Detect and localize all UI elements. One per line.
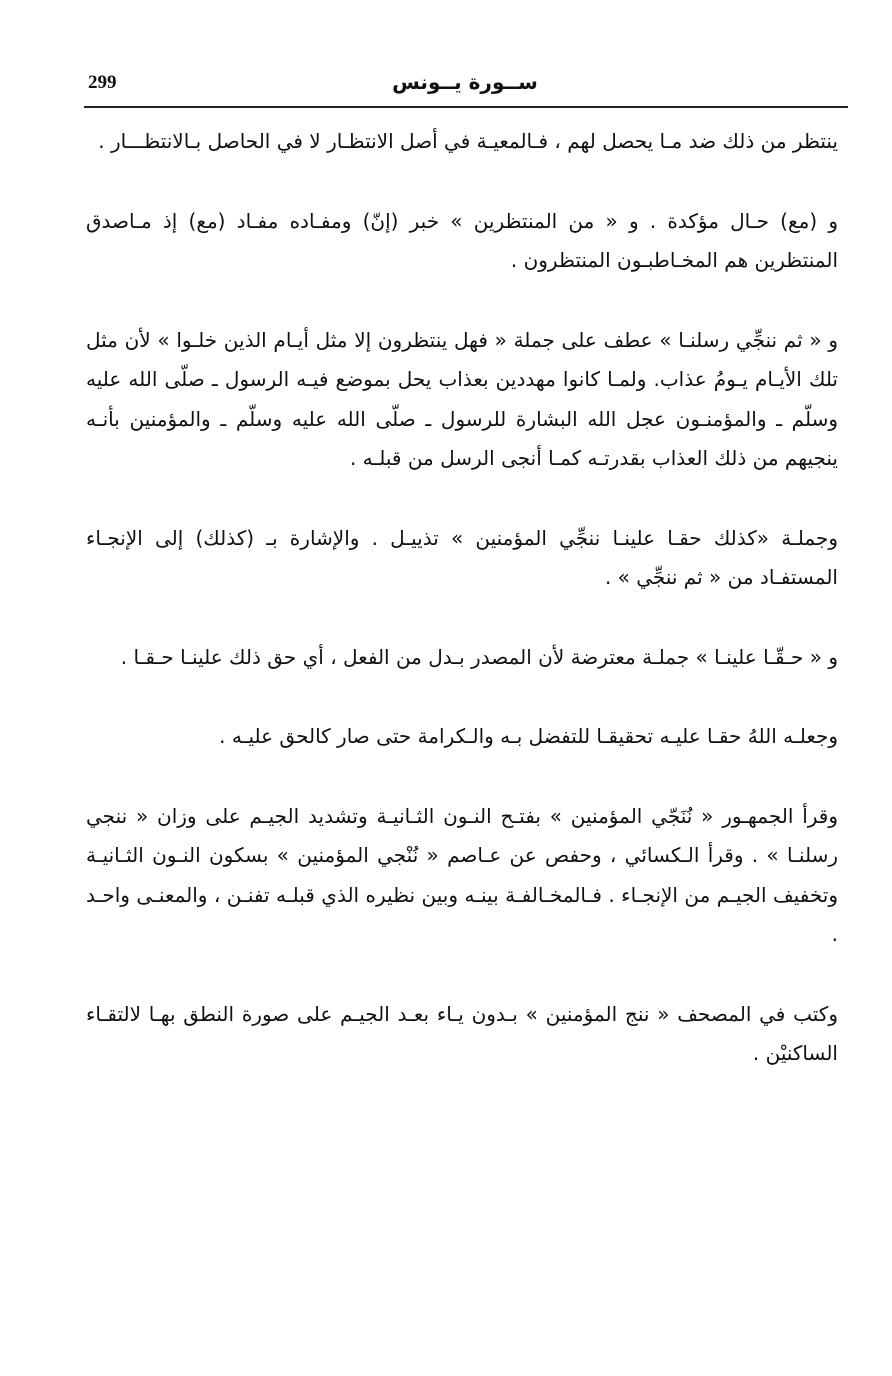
paragraph-6: وجعلـه اللهُ حقـا عليـه تحقيقـا للتفضل بـه والـكرامة حتى صار كالحق عليـه . [219,724,838,748]
page-header [84,64,846,108]
paragraph-5: و « حـقّـا علينـا » جملـة معترضة لأن المصدر بـدل من الفعل ، أي حق ذلك علينـا حـقـا . [120,644,838,669]
paragraph-4: وجملـة «كذلك حقـا علينـا ننجِّي المؤمنين » تذييـل . والإشارة بـ (كذلك) إلى الإنجـاء المستفـاد من « ثم ننجِّي » . [86,525,838,589]
paragraph-8: وكتب في المصحف « ننج المؤمنين » بـدون يـاء بعـد الجيـم على صورة النطق بهـا لالتقـاء الساكنيْن . [86,1001,838,1065]
header-divider [84,106,848,108]
paragraph-1: ينتظر من ذلك ضد مـا يحصل لهم ، فـالمعيـة في أصل الانتظـار لا في الحاصل بـالانتظـــار . [98,129,838,153]
body-text [86,122,838,1114]
paragraph-7: وقرأ الجمهـور « نُنَجّي المؤمنين » بفتـح النـون الثـانيـة وتشديد الجيـم على وزان « ننجي رسلنـا » . وقرأ الـكسائي ، وحفص عن عـاصم « نُنْجي المؤمنين » بسكون النـون الثـانيـة وتخفيف الجيـم من الإنجـاء . فـالمخـالفـة بينـه وبين نظيره الذي قبلـه تفنـن ، والمعنـى واحـد . [86,803,838,946]
paragraph-3: و « ثم ننجِّي رسلنـا » عطف على جملة « فهل ينتظرون إلا مثل أيـام الذين خلـوا » لأن مثل تلك الأيـام يـومُ عذاب. ولمـا كانوا مهددين بعذاب يحل بموضع فيـه الرسول ـ صلّى الله عليه وسلّم ـ والمؤمنـون عجل الله البشارة للرسول ـ صلّى الله عليه وسلّم ـ والمؤمنين بأنـه ينجيهم من ذلك العذاب بقدرتـه كمـا أنجى الرسل من قبلـه . [86,327,838,470]
paragraph-2: و (مع) حـال مؤكدة . و « من المنتظرين » خبر (إنّ) ومفـاده مفـاد (مع) إذ مـاصدق المنتظرين هم المخـاطبـون المنتظرون . [86,208,838,272]
page-number: 299 [88,72,117,93]
running-title: ســورة يــونس [392,70,538,94]
